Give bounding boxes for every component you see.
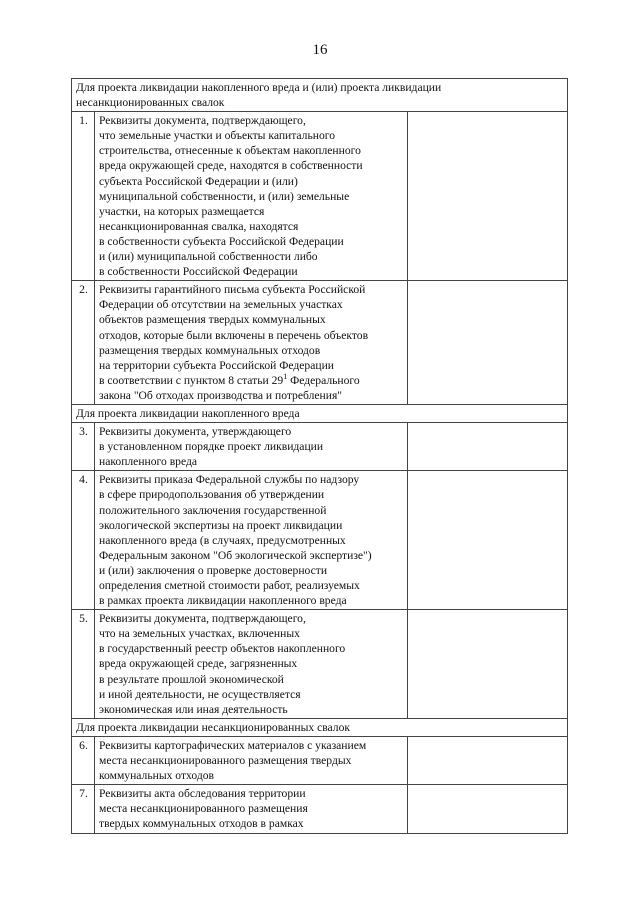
requisite-description (95, 281, 408, 405)
description-line: твердых коммунальных отходов в рамках (99, 817, 304, 831)
section-header-line: несанкционированных свалок (76, 96, 225, 110)
table-row (72, 281, 568, 405)
requisite-description (95, 471, 408, 610)
description-line: на территории субъекта Российской Федерации (99, 358, 334, 372)
description-line: муниципальной собственности, и (или) земельные (99, 189, 350, 203)
section-header-line: Для проекта ликвидации накопленного вреда и (или) проекта ликвидации (76, 81, 442, 94)
row-number: 2. (72, 281, 95, 405)
table-row (72, 736, 568, 784)
description-line: Реквизиты документа, подтверждающего, (99, 114, 306, 128)
description-line: и (или) заключения о проверке достоверности (99, 563, 328, 577)
description-line: вреда окружающей среде, находятся в собственности (99, 159, 363, 173)
description-line: места несанкционированного размещения твердых (99, 754, 352, 768)
description-line: размещения твердых коммунальных отходов (99, 343, 321, 357)
description-line: что на земельных участках, включенных (99, 627, 300, 641)
section-header (72, 79, 568, 112)
description-line-text: в соответствии с пунктом 8 статьи 29 (99, 373, 284, 387)
section-header (72, 404, 568, 422)
requisite-value-cell[interactable] (408, 112, 568, 281)
requisite-value-cell[interactable] (408, 423, 568, 471)
requisite-description (95, 610, 408, 719)
description-line: Реквизиты гарантийного письма субъекта Российской (99, 283, 366, 297)
row-number: 6. (72, 736, 95, 784)
description-line: и иной деятельности, не осуществляется (99, 687, 301, 701)
section-header-line: Для проекта ликвидации несанкционированных свалок (76, 720, 351, 734)
description-line: в рамках проекта ликвидации накопленного вреда (99, 594, 347, 608)
description-line: накопленного вреда (в случаях, предусмотренных (99, 533, 346, 547)
requisite-value-cell[interactable] (408, 281, 568, 405)
description-line: положительного заключения государственной (99, 503, 327, 517)
requisite-description (95, 785, 408, 833)
description-line: Федерации об отсутствии на земельных участках (99, 298, 343, 312)
table-row (72, 610, 568, 719)
description-line: Реквизиты акта обследования территории (99, 787, 306, 801)
description-line: определения сметной стоимости работ, реализуемых (99, 579, 360, 592)
section-header-row (72, 404, 568, 422)
requisite-description (95, 112, 408, 281)
description-line: закона "Об отходах производства и потребления" (99, 388, 343, 402)
description-line: объектов размещения твердых коммунальных (99, 313, 326, 327)
page-number: 16 (312, 42, 328, 58)
description-line: и (или) муниципальной собственности либо (99, 250, 318, 264)
description-line: вреда окружающей среде, загрязненных (99, 657, 298, 671)
description-line: экономическая или иная деятельность (99, 702, 288, 716)
description-line: в собственности Российской Федерации (99, 265, 298, 279)
description-line: в установленном порядке проект ликвидации (99, 440, 324, 454)
description-line: коммунальных отходов (99, 769, 215, 783)
requisite-description (95, 736, 408, 784)
description-line: накопленного вреда (99, 455, 198, 469)
description-line: в государственный реестр объектов накопленного (99, 642, 346, 656)
requisite-description (95, 423, 408, 471)
description-line: Реквизиты документа, подтверждающего, (99, 612, 306, 626)
row-number: 5. (72, 610, 95, 719)
description-line: в собственности субъекта Российской Федерации (99, 234, 344, 248)
table-row (72, 785, 568, 833)
description-line: в результате прошлой экономической (99, 672, 284, 686)
description-line: Реквизиты картографических материалов с указанием (99, 738, 367, 752)
description-line: участки, на которых размещается (99, 204, 265, 218)
requisite-value-cell[interactable] (408, 471, 568, 610)
description-line: несанкционированная свалка, находятся (99, 219, 299, 233)
section-header-row (72, 79, 568, 112)
description-line: в сфере природопользования об утверждении (99, 488, 325, 502)
section-header (72, 718, 568, 736)
requisites-table (71, 78, 568, 834)
footnote-superscript: 1 (283, 371, 288, 381)
description-line: места несанкционированного размещения (99, 802, 308, 816)
row-number: 1. (72, 112, 95, 281)
description-line: субъекта Российской Федерации и (или) (99, 174, 298, 188)
section-header-line: Для проекта ликвидации накопленного вреда (76, 406, 300, 420)
row-number: 4. (72, 471, 95, 610)
description-line (99, 373, 404, 388)
table-row (72, 112, 568, 281)
description-line: что земельные участки и объекты капитального (99, 129, 336, 143)
description-line: Реквизиты документа, утверждающего (99, 425, 292, 439)
requisite-value-cell[interactable] (408, 736, 568, 784)
table-row (72, 471, 568, 610)
description-line: Федеральным законом "Об экологической экспертизе") (99, 548, 372, 562)
description-line: экологической экспертизы на проект ликвидации (99, 518, 343, 532)
table-row (72, 423, 568, 471)
requisite-value-cell[interactable] (408, 785, 568, 833)
section-header-row (72, 718, 568, 736)
row-number: 3. (72, 423, 95, 471)
description-line: отходов, которые были включены в перечень объектов (99, 328, 369, 342)
description-line: Реквизиты приказа Федеральной службы по надзору (99, 473, 360, 487)
description-line-tail: Федерального (287, 373, 360, 387)
requisite-value-cell[interactable] (408, 610, 568, 719)
row-number: 7. (72, 785, 95, 833)
requisites-table-body (72, 79, 568, 834)
description-line: строительства, отнесенные к объектам накопленного (99, 144, 361, 158)
